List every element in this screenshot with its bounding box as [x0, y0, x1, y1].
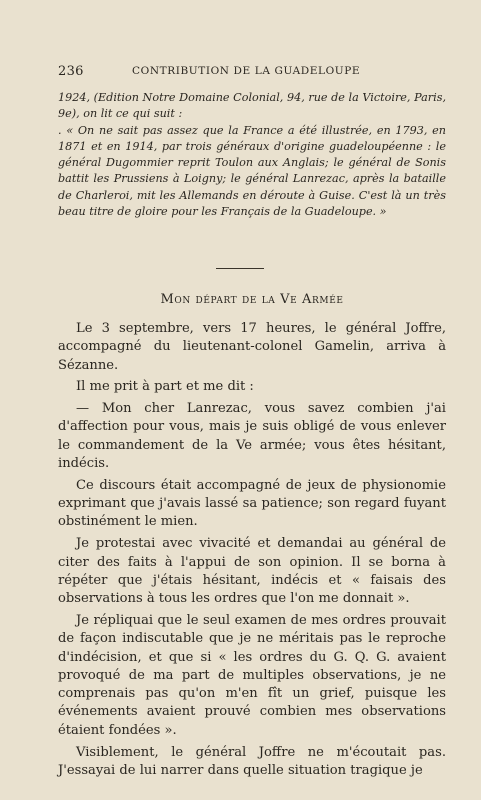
- page-number: 236: [58, 64, 84, 79]
- section-divider: [216, 268, 264, 269]
- quote-text: . « On ne sait pas assez que la France a été illustrée, en 1793, en 1871 et en 1914, par trois généraux d'origine guadeloupéenne : le général Dugommier reprit Toulon aux Anglais; le général de Sonis battit les Prussiens à Loigny; le général Lanrezac, après la bataille de Charleroi, mit les Allemands en déroute à Guise. C'est là un très beau titre de gloire pour les Français de la Guadeloupe. »: [58, 123, 446, 219]
- paragraph: Je répliquai que le seul examen de mes ordres prouvait de façon indiscutable que je ne méritais pas le reproche d'indécision, et que si « les ordres du G. Q. G. avaient provoqué de ma part de multiples observations, je ne comprenais pas qu'on m'en fît un grief, puisque les événements avaient prouvé combien mes observations étaient fondées ».: [58, 612, 446, 738]
- paragraph: Le 3 septembre, vers 17 heures, le général Joffre, accompagné du lieutenant-colonel Gamelin, arriva à Sézanne.: [58, 321, 446, 373]
- paragraph: — Mon cher Lanrezac, vous savez combien j'ai d'affection pour vous, mais je suis obligé de vous enlever le commandement de la Ve armée; vous êtes hésitant, indécis.: [58, 401, 446, 472]
- paragraph: Il me prit à part et me dit :: [76, 379, 254, 395]
- body-text: [58, 320, 446, 780]
- paragraph: Je protestai avec vivacité et demandai au général de citer des faits à l'appui de son opinion. Il se borna à répéter que j'étais hésitant, indécis et « faisais des observations à tous les ordres que l'on me donnait ».: [58, 536, 446, 607]
- quote-source-line: 1924, (Edition Notre Domaine Colonial, 94, rue de la Victoire, Paris, 9e), on lit ce qui suit :: [58, 91, 446, 121]
- paragraph: Visiblement, le général Joffre ne m'écoutait pas. J'essayai de lui narrer dans quelle situation tragique je: [58, 744, 446, 778]
- quoted-passage: [58, 90, 446, 220]
- section-heading: Mon départ de la Ve Armée: [160, 292, 344, 307]
- running-title: CONTRIBUTION DE LA GUADELOUPE: [132, 65, 361, 77]
- paragraph: Ce discours était accompagné de jeux de physionomie exprimant que j'avais lassé sa patience; son regard fuyant obstinément le mien.: [58, 477, 446, 530]
